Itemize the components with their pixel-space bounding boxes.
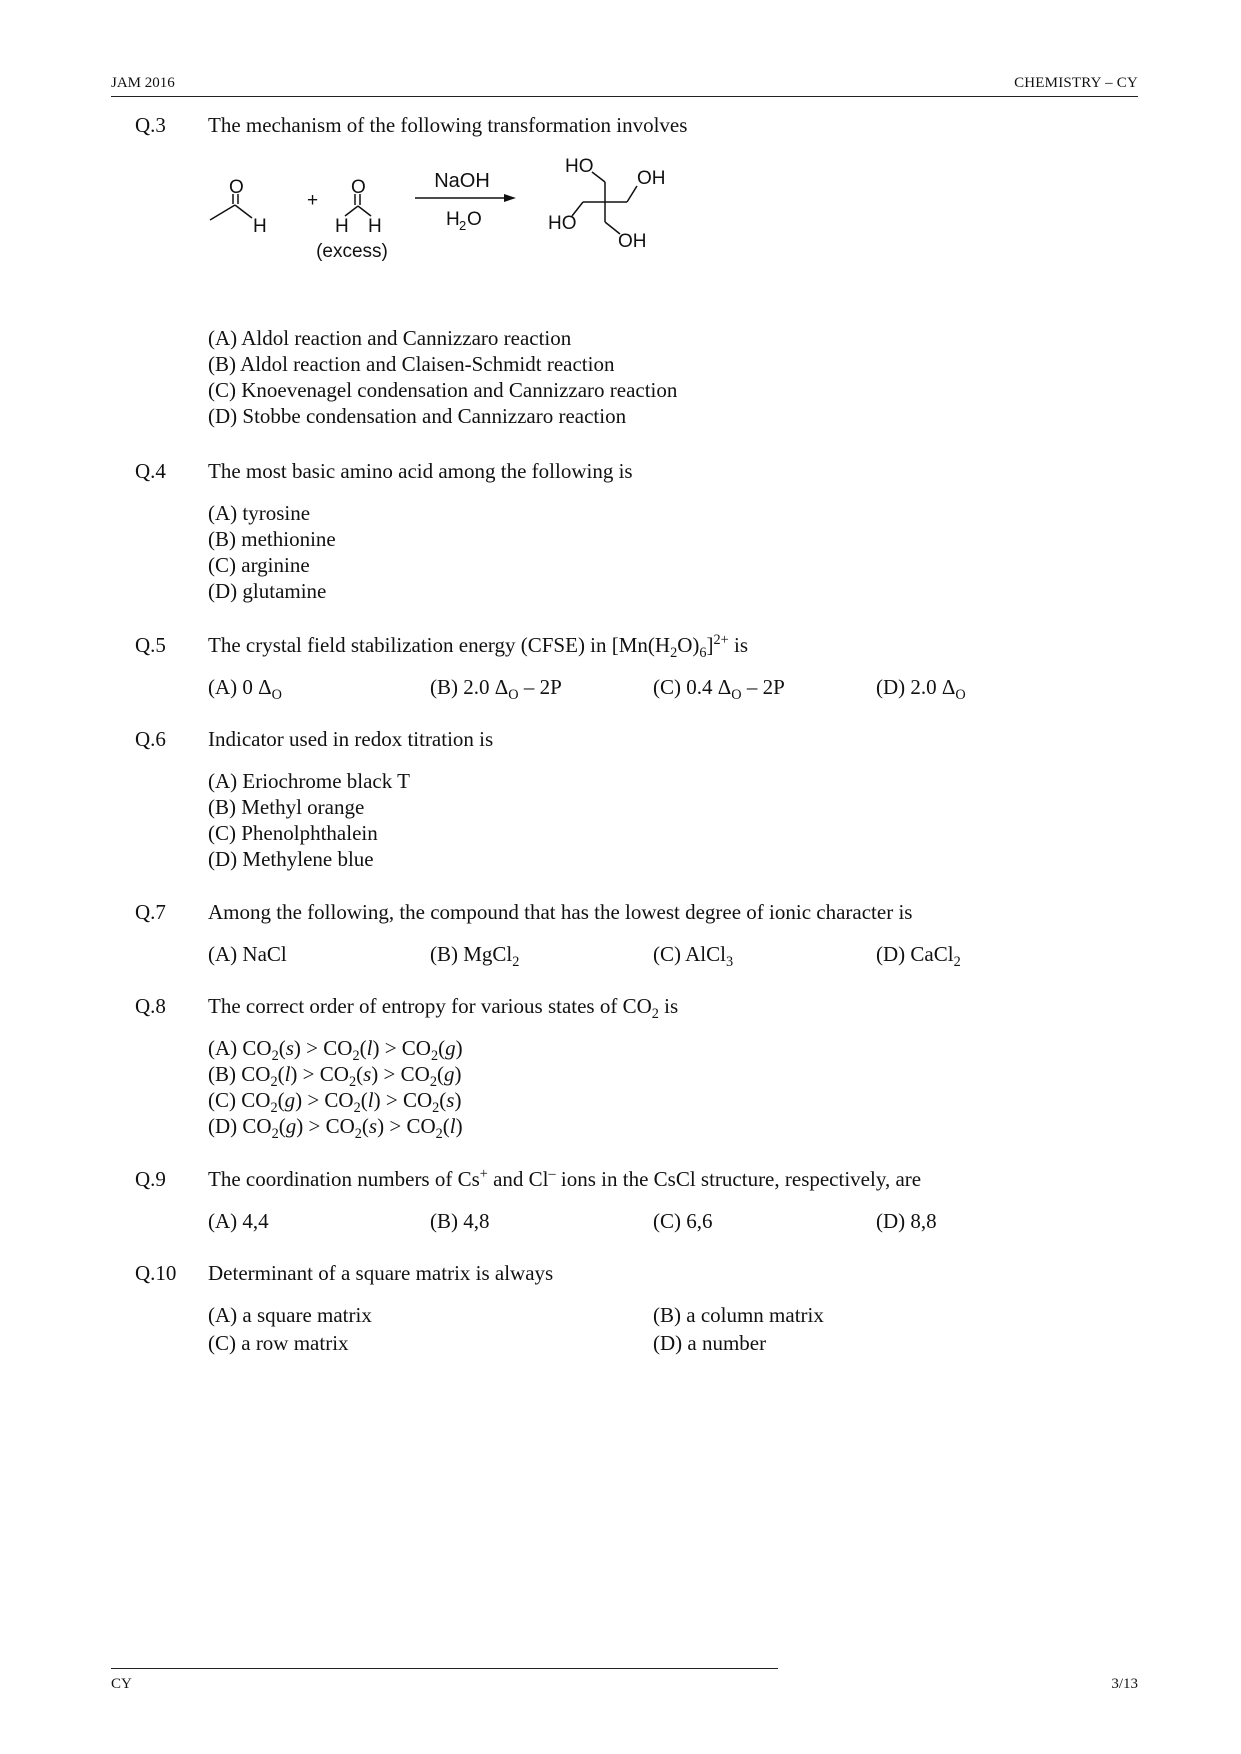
question-number: Q.6 (135, 727, 166, 751)
acetaldehyde-structure (210, 177, 267, 237)
option-a: (A) a square matrix (208, 1303, 372, 1327)
question-number: Q.10 (135, 1261, 177, 1285)
atom-label: H (253, 216, 267, 237)
question-text: The crystal field stabilization energy (CFSE) in $[Mn(H_2O)_6]^{2+}$ is (208, 632, 748, 662)
page-number: 3/13 (1111, 1676, 1138, 1692)
atom-label: HO (548, 213, 577, 234)
option-b: (B) $CO_2(l) > CO_2(s) > CO_2(g)$ (208, 1062, 462, 1091)
excess-label: (excess) (316, 241, 388, 262)
option-d: (D) a number (653, 1331, 767, 1355)
question-text: Indicator used in redox titration is (208, 727, 494, 751)
question-text: Among the following, the compound that has the lowest degree of ionic character is (208, 900, 913, 924)
option-a: (A) NaCl (208, 942, 287, 966)
option-a: (A) Aldol reaction and Cannizzaro reaction (208, 326, 572, 350)
atom-label: OH (618, 231, 647, 252)
option-d: (D) 8,8 (876, 1209, 937, 1233)
footer-code: CY (111, 1676, 132, 1692)
pentaerythritol-structure (548, 156, 666, 252)
atom-label: O (229, 177, 244, 198)
option-b: (B) methionine (208, 527, 336, 551)
option-c: (C) 0.4 $\Delta_O - 2P$ (653, 675, 785, 704)
option-d: (D) glutamine (208, 579, 327, 603)
option-c: (C) 6,6 (653, 1209, 713, 1233)
option-a: (A) 0 $\Delta_O$ (208, 675, 282, 704)
footer-rule (111, 1668, 778, 1669)
reagent-water: H (446, 209, 460, 230)
question-number: Q.7 (135, 900, 166, 924)
reagent-water-end: O (467, 209, 482, 230)
question-number: Q.9 (135, 1167, 166, 1191)
atom-label: HO (565, 156, 594, 177)
option-d: (D) CaCl$_2$ (876, 942, 961, 971)
question-text: The coordination numbers of Cs+ and Cl– ions in the CsCl structure, respectively, are (208, 1166, 922, 1191)
question-number: Q.4 (135, 459, 166, 483)
option-b: (B) MgCl$_2$ (430, 942, 520, 971)
option-c: (C) a row matrix (208, 1331, 349, 1355)
option-a: (A) 4,4 (208, 1209, 269, 1233)
question-text: The correct order of entropy for various states of $CO_2$ is (208, 994, 679, 1023)
option-a: (A) Eriochrome black T (208, 769, 410, 793)
reaction-scheme (200, 150, 800, 300)
option-d: (D) Methylene blue (208, 847, 374, 871)
question-text: The most basic amino acid among the following is (208, 459, 633, 483)
option-c: (C) Phenolphthalein (208, 821, 378, 845)
option-b: (B) a column matrix (653, 1303, 824, 1327)
option-a: (A) $CO_2(s) > CO_2(l) > CO_2(g)$ (208, 1036, 463, 1065)
header-rule (111, 96, 1138, 97)
option-b: (B) 2.0 $\Delta_O - 2P$ (430, 675, 562, 704)
option-b: (B) Aldol reaction and Claisen-Schmidt reaction (208, 352, 615, 376)
option-c: (C) AlCl$_3$ (653, 942, 734, 971)
option-a: (A) tyrosine (208, 501, 311, 525)
option-d: (D) 2.0 $\Delta_O$ (876, 675, 966, 704)
option-d: (D) $CO_2(g) > CO_2(s) > CO_2(l)$ (208, 1114, 463, 1143)
atom-label: H (335, 216, 349, 237)
option-c: (C) Knoevenagel condensation and Cannizzaro reaction (208, 378, 678, 402)
option-b: (B) Methyl orange (208, 795, 365, 819)
question-text: The mechanism of the following transformation involves (208, 113, 688, 137)
question-number: Q.3 (135, 113, 166, 137)
plus-sign: + (307, 190, 319, 211)
option-c: (C) arginine (208, 553, 310, 577)
atom-label: OH (637, 168, 666, 189)
reagent-naoh: NaOH (434, 170, 490, 192)
reaction-arrow (415, 170, 516, 233)
question-number: Q.5 (135, 633, 166, 657)
question-number: Q.8 (135, 994, 166, 1018)
question-text: Determinant of a square matrix is always (208, 1261, 554, 1285)
atom-label: H (368, 216, 382, 237)
header-subject: CHEMISTRY – CY (1014, 75, 1138, 91)
atom-label: O (351, 177, 366, 198)
option-d: (D) Stobbe condensation and Cannizzaro reaction (208, 404, 627, 428)
formaldehyde-structure (316, 177, 388, 262)
option-c: (C) $CO_2(g) > CO_2(l) > CO_2(s)$ (208, 1088, 462, 1117)
option-b: (B) 4,8 (430, 1209, 490, 1233)
header-exam-title: JAM 2016 (111, 75, 175, 91)
reagent-water-sub: 2 (459, 218, 467, 233)
